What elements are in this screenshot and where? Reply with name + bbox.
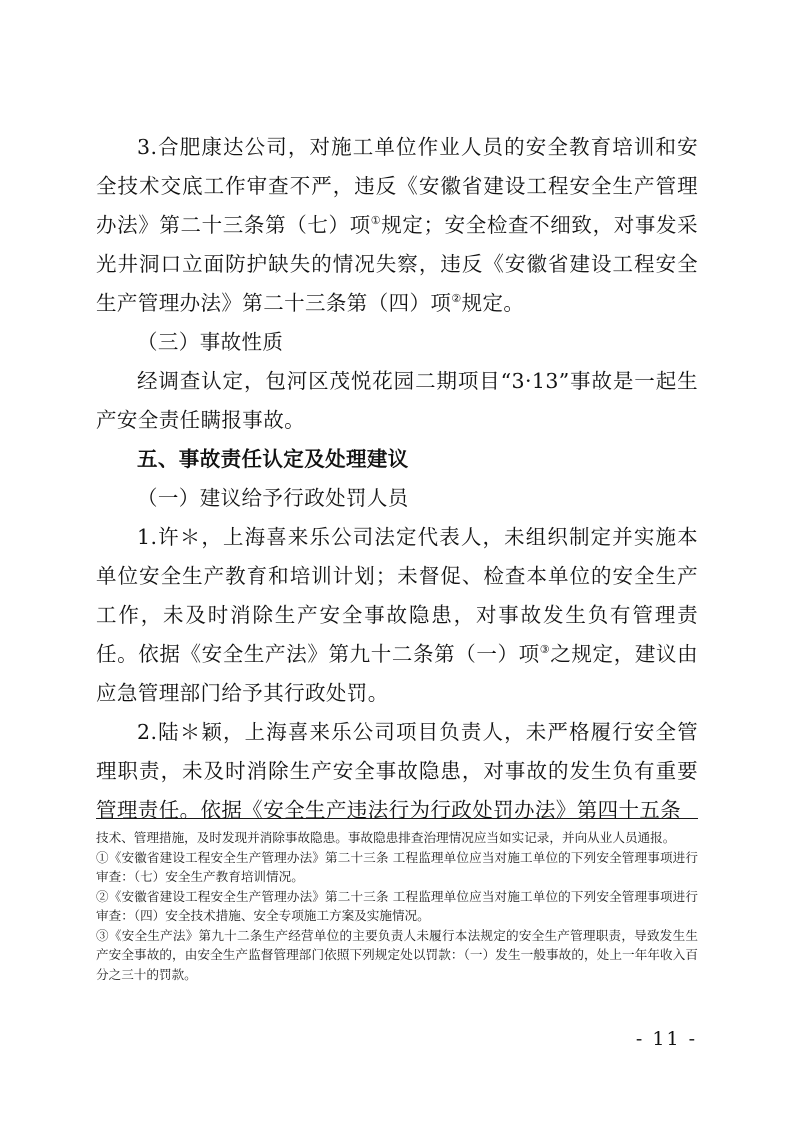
footnote-1: ①《安徽省建设工程安全生产管理办法》第二十三条 工程监理单位应当对施工单位的下列安全管理事项进行审查：（七）安全生产教育培训情况。 — [96, 849, 698, 884]
paragraph-person-lu: 2.陆＊颖，上海喜来乐公司项目负责人，未严格履行安全管理职责，未及时消除生产安全事故隐患，对事故的发生负有重要管理责任。依据《安全生产违法行为行政处罚办法》第四十五条 — [96, 720, 698, 822]
paragraph-section-3-title: （三）事故性质 — [137, 330, 284, 354]
paragraph-person-xu: 1.许＊，上海喜来乐公司法定代表人，未组织制定并实施本单位安全生产教育和培训计划；未督促、检查本单位的安全生产工作，未及时消除生产安全事故隐患，对事故发生负有管理责任。依据《安全生产法》第九十二条第（一）项③之规定，建议由应急管理部门给予其行政处罚。 — [96, 525, 698, 705]
page-number: - 11 - — [635, 1028, 697, 1050]
document-body — [96, 128, 698, 830]
footnote-continued: 技术、管理措施，及时发现并消除事故隐患。事故隐患排查治理情况应当如实记录，并向从业人员通报。 — [96, 830, 676, 845]
paragraph-section-1-title: （一）建议给予行政处罚人员 — [137, 486, 409, 510]
paragraph-hefei-kangda: 3.合肥康达公司，对施工单位作业人员的安全教育培训和安全技术交底工作审查不严，违反《安徽省建设工程安全生产管理办法》第二十三条第（七）项①规定；安全检查不细致，对事发采光井洞口立面防护缺失的情况失察，违反《安徽省建设工程安全生产管理办法》第二十三条第（四）项②规定。 — [96, 135, 698, 315]
footnote-3: ③《安全生产法》第九十二条生产经营单位的主要负责人未履行本法规定的安全生产管理职责，导致发生生产安全事故的，由安全生产监督管理部门依照下列规定处以罚款：（一）发生一般事故的，处上一年年收入百分之三十的罚款。 — [96, 927, 698, 982]
paragraph-accident-nature: 经调查认定，包河区茂悦花园二期项目“3·13”事故是一起生产安全责任瞒报事故。 — [96, 369, 698, 432]
heading-section-5: 五、事故责任认定及处理建议 — [137, 447, 409, 471]
footnote-2: ②《安徽省建设工程安全生产管理办法》第二十三条 工程监理单位应当对施工单位的下列安全管理事项进行审查：（四）安全技术措施、安全专项施工方案及实施情况。 — [96, 888, 698, 923]
footnote-block — [96, 828, 698, 984]
footnote-separator-rule — [96, 818, 698, 819]
footnote-marker: ③ — [539, 643, 551, 657]
footnote-marker: ② — [451, 292, 462, 306]
footnote-marker: ① — [370, 214, 382, 228]
